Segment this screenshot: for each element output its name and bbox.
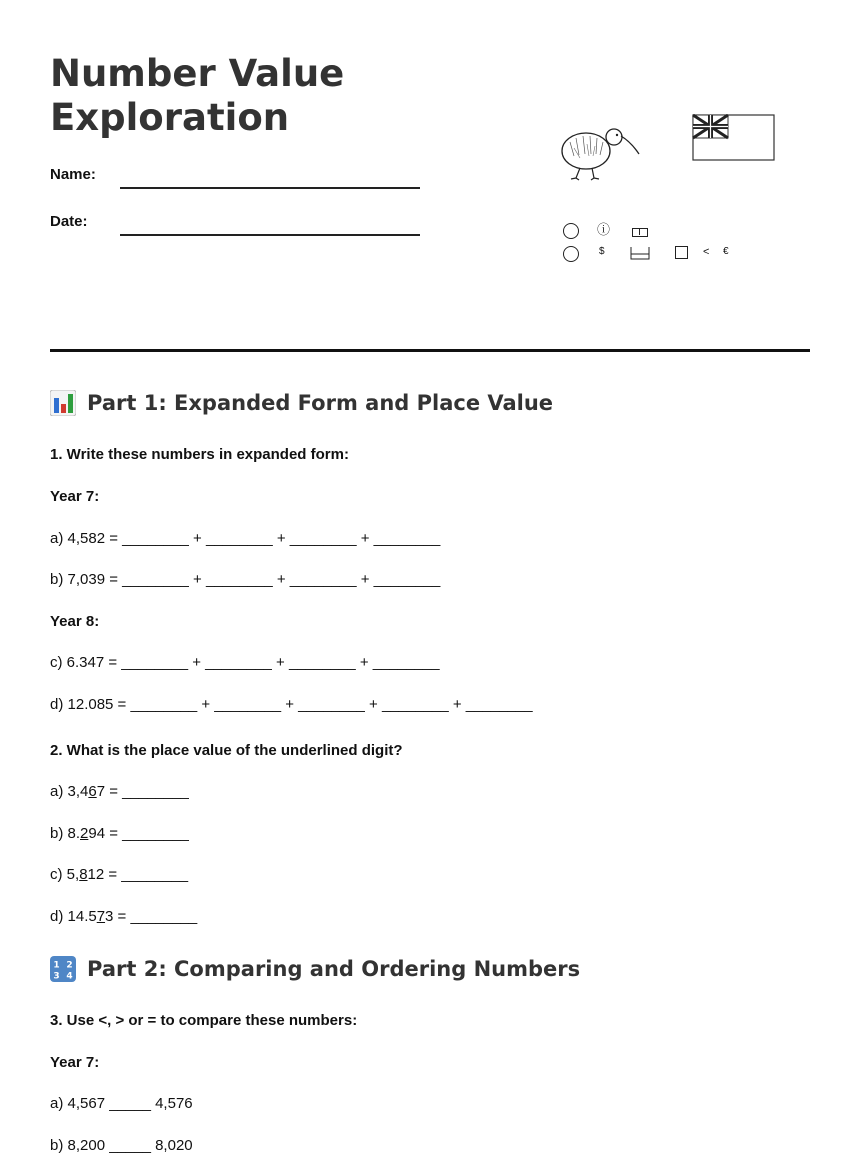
q2-b-underlined-digit: 2 xyxy=(80,825,89,842)
q3-item-a[interactable]: a) 4,567 _____ 4,576 xyxy=(50,1095,193,1112)
title-line-1: Number Value xyxy=(50,52,345,95)
bar-chart-icon xyxy=(50,390,76,416)
page-title xyxy=(50,52,344,140)
part1-heading-text: Part 1: Expanded Form and Place Value xyxy=(87,391,554,415)
square-icon xyxy=(675,246,688,259)
q2-item-b[interactable] xyxy=(50,825,189,842)
svg-text:2: 2 xyxy=(66,960,73,971)
name-label: Name: xyxy=(50,166,96,183)
date-label: Date: xyxy=(50,213,88,230)
q2-b-pre: b) 8. xyxy=(50,825,81,842)
svg-text:3: 3 xyxy=(53,971,60,982)
q1-item-b[interactable]: b) 7,039 = ________ + ________ + ________ + ________ xyxy=(50,571,441,588)
q1-item-a[interactable]: a) 4,582 = ________ + ________ + ________ + ________ xyxy=(50,530,441,547)
kiwi-bird-icon xyxy=(556,120,644,184)
q2-d-underlined-digit: 7 xyxy=(96,908,106,925)
question-2: 2. What is the place value of the underlined digit? xyxy=(50,742,403,759)
info-icon: ⓘ xyxy=(597,222,611,237)
q3-item-b[interactable]: b) 8,200 _____ 8,020 xyxy=(50,1137,193,1154)
q2-d-post: 3 = ________ xyxy=(105,908,198,925)
part2-year7-label: Year 7: xyxy=(50,1054,100,1071)
question-1: 1. Write these numbers in expanded form: xyxy=(50,446,349,463)
q1-item-d[interactable]: d) 12.085 = ________ + ________ + ________ + ________ + ________ xyxy=(50,696,533,713)
dollar-icon: $ xyxy=(599,246,605,257)
year7-label: Year 7: xyxy=(50,488,100,505)
circle-icon-2 xyxy=(563,246,579,262)
q2-c-underlined-digit: 8 xyxy=(79,866,88,883)
year8-label: Year 8: xyxy=(50,613,100,630)
title-line-2: Exploration xyxy=(50,96,290,139)
part2-heading xyxy=(50,956,580,982)
svg-text:1: 1 xyxy=(53,960,60,971)
circle-icon xyxy=(563,223,579,239)
less-than-icon: < xyxy=(703,246,710,258)
q2-c-pre: c) 5, xyxy=(50,866,80,883)
name-line[interactable] xyxy=(120,187,420,189)
part1-heading xyxy=(50,390,553,416)
q2-item-c[interactable] xyxy=(50,866,188,883)
q2-a-pre: a) 3,4 xyxy=(50,783,89,800)
q1-item-c[interactable]: c) 6.347 = ________ + ________ + ________ + ________ xyxy=(50,654,440,671)
q2-d-pre: d) 14.5 xyxy=(50,908,97,925)
numbers-1234-icon xyxy=(50,956,76,982)
q2-c-post: 12 = ________ xyxy=(87,866,189,883)
grid-box-icon xyxy=(632,228,648,237)
q2-item-a[interactable] xyxy=(50,783,189,800)
q2-item-d[interactable] xyxy=(50,908,197,925)
euro-icon: € xyxy=(723,246,729,257)
svg-text:4: 4 xyxy=(66,971,73,982)
q2-b-post: 94 = ________ xyxy=(88,825,189,842)
part2-heading-text: Part 2: Comparing and Ordering Numbers xyxy=(87,957,581,981)
date-line[interactable] xyxy=(120,234,420,236)
q2-a-post: 7 = ________ xyxy=(96,783,189,800)
divider xyxy=(50,349,810,352)
question-3: 3. Use <, > or = to compare these numbers: xyxy=(50,1012,358,1029)
flag-icon xyxy=(692,114,776,162)
q2-a-underlined-digit: 6 xyxy=(88,783,97,800)
tray-icon xyxy=(630,246,650,260)
grid-divider-icon xyxy=(639,228,640,235)
